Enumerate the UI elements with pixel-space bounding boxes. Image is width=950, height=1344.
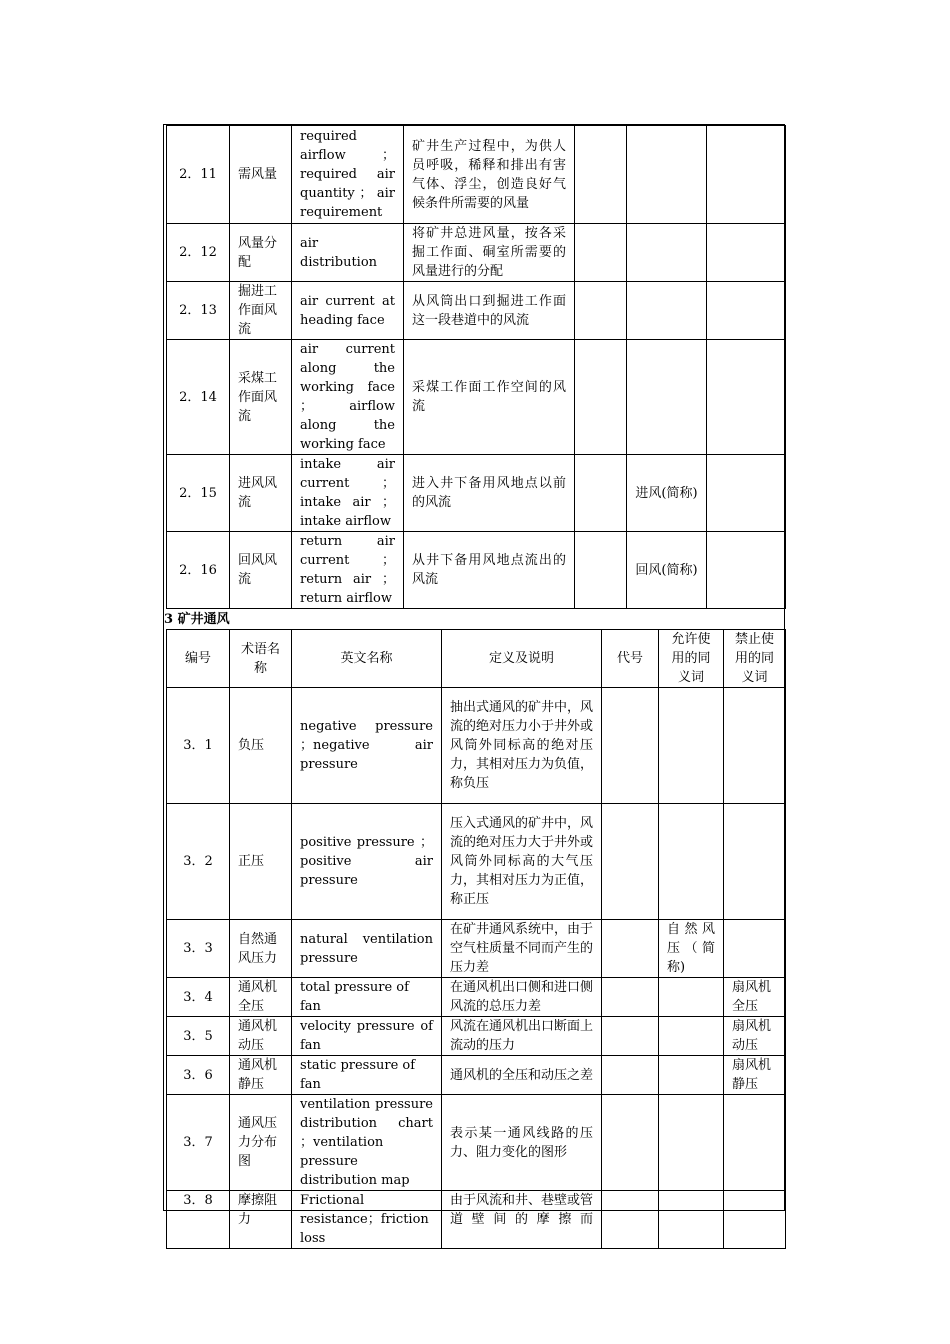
- term-code: [602, 1191, 659, 1249]
- term-definition: 通风机的全压和动压之差: [442, 1056, 602, 1095]
- term-code: [575, 455, 627, 532]
- term-allowed-synonym: [659, 978, 724, 1017]
- term-english: air distribution: [292, 224, 404, 282]
- term-name: 通风机静压: [230, 1056, 292, 1095]
- term-english: total pressure of fan: [292, 978, 442, 1017]
- term-name: 需风量: [230, 126, 292, 224]
- term-id: 2．11: [167, 126, 230, 224]
- table-header-row: [167, 630, 786, 688]
- term-allowed-synonym: 自然风压（简称): [659, 920, 724, 978]
- term-english: velocity pressure of fan: [292, 1017, 442, 1056]
- term-allowed-synonym: [659, 1017, 724, 1056]
- term-code: [575, 224, 627, 282]
- term-name: 掘进工作面风流: [230, 282, 292, 340]
- table-row: [167, 282, 786, 340]
- term-english: positive pressure ；positive air pressure: [292, 804, 442, 920]
- term-english: static pressure of fan: [292, 1056, 442, 1095]
- term-name: 通风压力分布图: [230, 1095, 292, 1191]
- header-english: 英文名称: [292, 630, 442, 688]
- term-id: 3．6: [167, 1056, 230, 1095]
- term-english: intake air current ；intake air ； intake airflow: [292, 455, 404, 532]
- term-id: 3．7: [167, 1095, 230, 1191]
- term-english: air current along the working face ； airflow along the working face: [292, 340, 404, 455]
- header-term: 术语名称: [230, 630, 292, 688]
- term-definition: 从井下备用风地点流出的风流: [404, 532, 575, 609]
- term-id: 3．1: [167, 688, 230, 804]
- term-english: required airflow ； required air quantity ； air requirement: [292, 126, 404, 224]
- table-row: [167, 1056, 786, 1095]
- term-name: 自然通风压力: [230, 920, 292, 978]
- table-row: [167, 688, 786, 804]
- table-row: [167, 340, 786, 455]
- terms-table-section3: [166, 629, 786, 1249]
- term-definition: 进入井下备用风地点以前的风流: [404, 455, 575, 532]
- header-code: 代号: [602, 630, 659, 688]
- term-english: Frictional resistance；friction loss: [292, 1191, 442, 1249]
- term-allowed-synonym: [659, 1191, 724, 1249]
- term-english: air current at heading face: [292, 282, 404, 340]
- term-definition: 表示某一通风线路的压力、阻力变化的图形: [442, 1095, 602, 1191]
- term-code: [602, 1056, 659, 1095]
- term-forbidden-synonym: [724, 804, 786, 920]
- term-forbidden-synonym: [707, 340, 786, 455]
- term-id: 2．16: [167, 532, 230, 609]
- table-row: [167, 920, 786, 978]
- term-definition: 风流在通风机出口断面上流动的压力: [442, 1017, 602, 1056]
- term-allowed-synonym: [627, 126, 707, 224]
- term-forbidden-synonym: [724, 1095, 786, 1191]
- term-definition: 将矿井总进风量，按各采掘工作面、硐室所需要的风量进行的分配: [404, 224, 575, 282]
- term-code: [602, 688, 659, 804]
- term-definition: 抽出式通风的矿井中，风流的绝对压力小于井外或风筒外同标高的绝对压力，其相对压力为负值，称负压: [442, 688, 602, 804]
- table-row: [167, 532, 786, 609]
- term-allowed-synonym: [627, 282, 707, 340]
- term-allowed-synonym: [659, 1095, 724, 1191]
- term-allowed-synonym: 回风(简称): [627, 532, 707, 609]
- term-name: 风量分配: [230, 224, 292, 282]
- term-name: 进风风流: [230, 455, 292, 532]
- term-forbidden-synonym: [707, 282, 786, 340]
- term-code: [602, 1017, 659, 1056]
- term-name: 回风风流: [230, 532, 292, 609]
- term-id: 2．13: [167, 282, 230, 340]
- term-name: 通风机动压: [230, 1017, 292, 1056]
- term-allowed-synonym: [627, 224, 707, 282]
- term-forbidden-synonym: 扇风机动压: [724, 1017, 786, 1056]
- term-name: 通风机全压: [230, 978, 292, 1017]
- table-row: [167, 804, 786, 920]
- table-row: [167, 455, 786, 532]
- term-id: 3．3: [167, 920, 230, 978]
- term-forbidden-synonym: [707, 532, 786, 609]
- term-definition: 矿井生产过程中，为供人员呼吸，稀释和排出有害气体、浮尘，创造良好气候条件所需要的风量: [404, 126, 575, 224]
- table-row: [167, 224, 786, 282]
- term-allowed-synonym: [627, 340, 707, 455]
- term-name: 摩擦阻力: [230, 1191, 292, 1249]
- term-forbidden-synonym: [724, 688, 786, 804]
- term-allowed-synonym: 进风(简称): [627, 455, 707, 532]
- table-row: [167, 1095, 786, 1191]
- terms-table-section2: [166, 125, 786, 609]
- term-id: 3．2: [167, 804, 230, 920]
- term-id: 3．4: [167, 978, 230, 1017]
- term-definition: 在矿井通风系统中，由于空气柱质量不同而产生的压力差: [442, 920, 602, 978]
- term-allowed-synonym: [659, 1056, 724, 1095]
- term-forbidden-synonym: [724, 920, 786, 978]
- term-code: [575, 340, 627, 455]
- term-code: [602, 804, 659, 920]
- term-english: natural ventilation pressure: [292, 920, 442, 978]
- term-name: 负压: [230, 688, 292, 804]
- table-row: [167, 1191, 786, 1249]
- table-row: [167, 1017, 786, 1056]
- term-id: 2．14: [167, 340, 230, 455]
- term-code: [602, 978, 659, 1017]
- term-id: 2．12: [167, 224, 230, 282]
- term-id: 2．15: [167, 455, 230, 532]
- term-code: [602, 1095, 659, 1191]
- table-row: [167, 126, 786, 224]
- term-english: ventilation pressure distribution chart ；ventilation pressure distribution map: [292, 1095, 442, 1191]
- section-heading: 3 矿井通风: [164, 612, 230, 627]
- term-forbidden-synonym: 扇风机全压: [724, 978, 786, 1017]
- term-english: return air current ；return air ； return airflow: [292, 532, 404, 609]
- term-allowed-synonym: [659, 688, 724, 804]
- term-code: [575, 126, 627, 224]
- term-definition: 由于风流和井、巷壁或管道壁间的摩擦而: [442, 1191, 602, 1249]
- term-definition: 压入式通风的矿井中，风流的绝对压力大于井外或风筒外同标高的大气压力，其相对压力为正值，称正压: [442, 804, 602, 920]
- term-allowed-synonym: [659, 804, 724, 920]
- term-forbidden-synonym: 扇风机静压: [724, 1056, 786, 1095]
- term-code: [602, 920, 659, 978]
- header-forbidden: 禁止使用的同义词: [724, 630, 786, 688]
- header-definition: 定义及说明: [442, 630, 602, 688]
- term-code: [575, 282, 627, 340]
- term-name: 采煤工作面风流: [230, 340, 292, 455]
- term-forbidden-synonym: [724, 1191, 786, 1249]
- term-english: negative pressure ；negative air pressure: [292, 688, 442, 804]
- term-code: [575, 532, 627, 609]
- term-forbidden-synonym: [707, 455, 786, 532]
- term-definition: 从风筒出口到掘进工作面这一段巷道中的风流: [404, 282, 575, 340]
- term-definition: 采煤工作面工作空间的风流: [404, 340, 575, 455]
- term-id: 3．5: [167, 1017, 230, 1056]
- term-name: 正压: [230, 804, 292, 920]
- term-id: 3．8: [167, 1191, 230, 1249]
- term-forbidden-synonym: [707, 126, 786, 224]
- header-id: 编号: [167, 630, 230, 688]
- table-row: [167, 978, 786, 1017]
- term-definition: 在通风机出口侧和进口侧风流的总压力差: [442, 978, 602, 1017]
- term-forbidden-synonym: [707, 224, 786, 282]
- header-allowed: 允许使用的同义词: [659, 630, 724, 688]
